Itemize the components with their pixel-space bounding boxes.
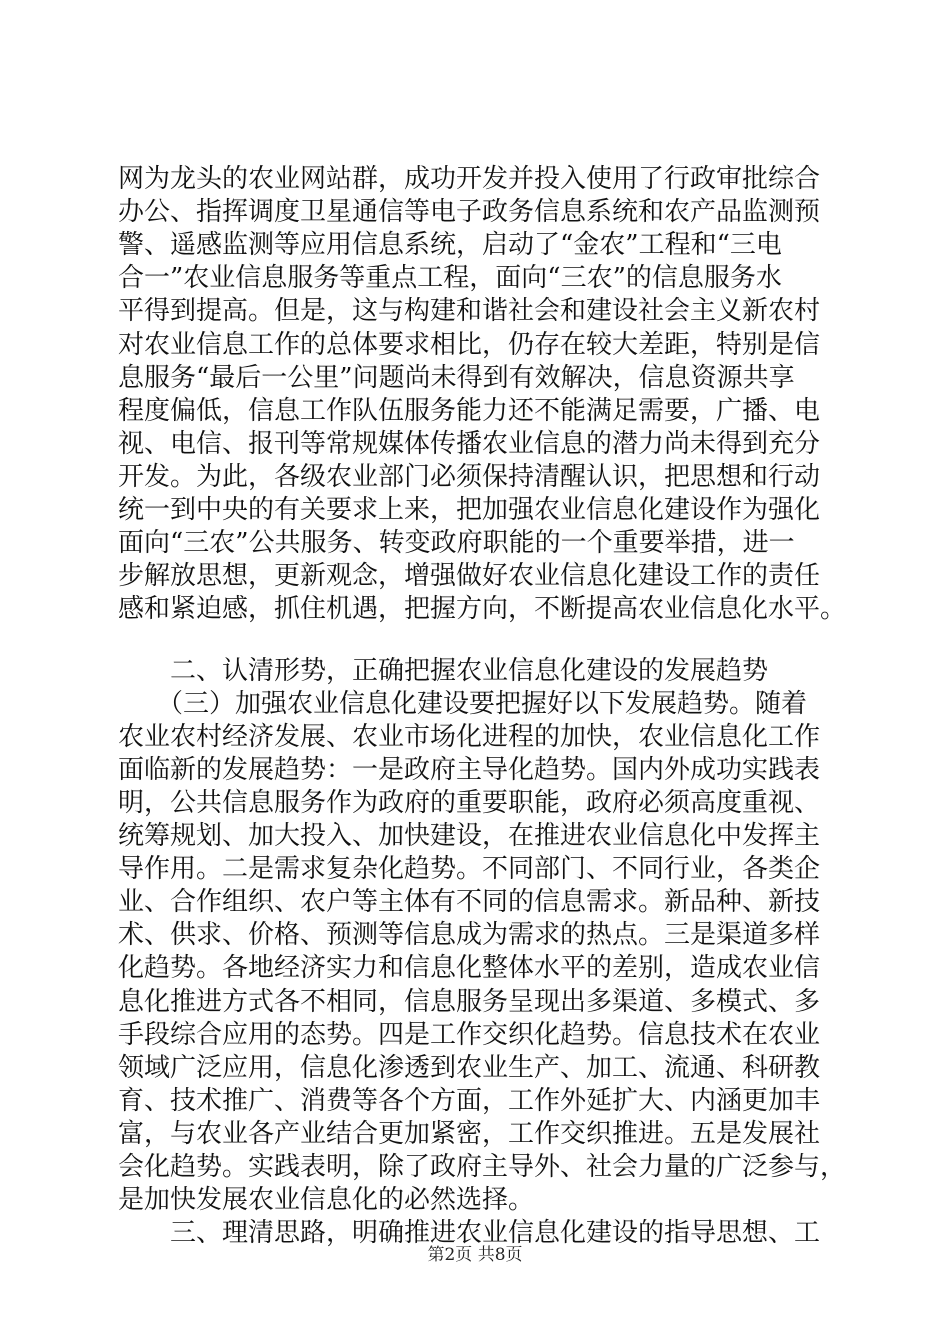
text-line: 化趋势。各地经济实力和信息化整体水平的差别，造成农业信 [118, 953, 821, 984]
text-line: 网为龙头的农业网站群，成功开发并投入使用了行政审批综合 [118, 164, 821, 194]
text-line: 警、遥感监测等应用信息系统，启动了“金农”工程和“三电 [118, 230, 782, 261]
text-line: 富，与农业各产业结合更加紧密，工作交织推进。五是发展社 [118, 1118, 821, 1149]
text-line: 息服务“最后一公里”问题尚未得到有效解决，信息资源共享 [118, 362, 795, 393]
text-line: 办公、指挥调度卫星通信等电子政务信息系统和农产品监测预 [118, 197, 821, 228]
text-line: 农业农村经济发展、农业市场化进程的加快，农业信息化工作 [118, 721, 821, 752]
text-line: 步解放思想，更新观念，增强做好农业信息化建设工作的责任 [118, 561, 821, 592]
text-line: 统一到中央的有关要求上来，把加强农业信息化建设作为强化 [118, 495, 821, 525]
text-line: 对农业信息工作的总体要求相比，仍存在较大差距，特别是信 [118, 329, 821, 360]
text-line: 息化推进方式各不相同，信息服务呈现出多渠道、多模式、多 [118, 986, 821, 1017]
text-line: 二、认清形势，正确把握农业信息化建设的发展趋势 [118, 655, 769, 686]
text-line: 业、合作组织、农户等主体有不同的信息需求。新品种、新技 [118, 887, 821, 918]
text-line: 程度偏低，信息工作队伍服务能力还不能满足需要，广播、电 [118, 395, 821, 426]
text-line: 是加快发展农业信息化的必然选择。 [118, 1185, 535, 1216]
text-line: 统筹规划、加大投入、加快建设，在推进农业信息化中发挥主 [118, 821, 821, 851]
page-footer: 第2页 共8页 [427, 1245, 523, 1265]
text-line: （三）加强农业信息化建设要把握好以下发展趋势。随着 [118, 688, 808, 719]
text-line: 平得到提高。但是，这与构建和谐社会和建设社会主义新农村 [118, 296, 821, 327]
text-line: 手段综合应用的态势。四是工作交织化趋势。信息技术在农业 [118, 1019, 821, 1050]
text-line: 感和紧迫感，抓住机遇，把握方向，不断提高农业信息化水平。 [118, 594, 847, 625]
text-line: 面向“三农”公共服务、转变政府职能的一个重要举措，进一 [118, 528, 795, 559]
text-line: 视、电信、报刊等常规媒体传播农业信息的潜力尚未得到充分 [118, 428, 821, 459]
text-line: 育、技术推广、消费等各个方面，工作外延扩大、内涵更加丰 [118, 1085, 821, 1116]
text-line: 导作用。二是需求复杂化趋势。不同部门、不同行业，各类企 [118, 854, 821, 885]
text-line: 明，公共信息服务作为政府的重要职能，政府必须高度重视、 [118, 787, 821, 818]
text-line: 开发。为此，各级农业部门必须保持清醒认识，把思想和行动 [118, 461, 821, 492]
text-line: 会化趋势。实践表明，除了政府主导外、社会力量的广泛参与， [118, 1152, 847, 1182]
text-line: 领域广泛应用，信息化渗透到农业生产、加工、流通、科研教 [118, 1052, 821, 1083]
text-line: 三、理清思路，明确推进农业信息化建设的指导思想、工 [118, 1218, 821, 1249]
text-line: 术、供求、价格、预测等信息成为需求的热点。三是渠道多样 [118, 920, 821, 951]
text-line: 合一”农业信息服务等重点工程，面向“三农”的信息服务水 [118, 263, 782, 294]
text-line: 面临新的发展趋势：一是政府主导化趋势。国内外成功实践表 [118, 754, 821, 785]
